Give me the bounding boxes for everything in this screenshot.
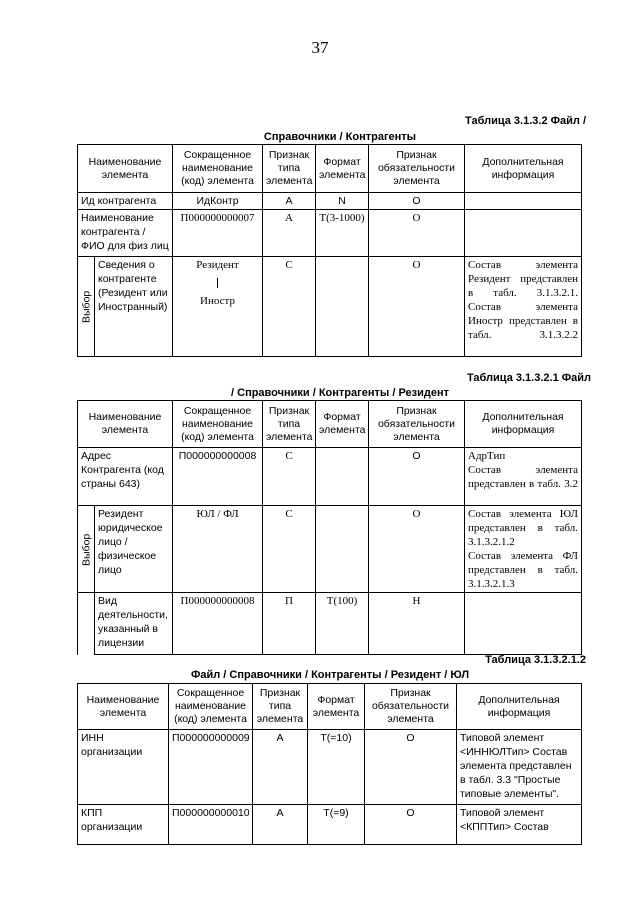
choice-label: Выбор — [78, 506, 95, 593]
cell-format: N — [316, 193, 369, 210]
cell-info — [465, 210, 582, 257]
cell-format: Т(100) — [316, 593, 369, 655]
cell-info — [465, 506, 582, 593]
cell-name: Адрес Контрагента (код страны 643) — [78, 448, 173, 506]
info-type-name: АдрТип — [468, 450, 506, 462]
cell-name: Ид контрагента — [78, 193, 173, 210]
cell-code: П000000000009 — [169, 730, 253, 805]
table3-header-row — [78, 684, 582, 730]
cell-name: Резидент юридическое лицо / физическое лицо — [95, 506, 173, 593]
table1-header-code: Сокращенное наименование (код) элемента — [173, 145, 263, 193]
table-row — [78, 448, 582, 506]
table3-header-name: Наименование элемента — [78, 684, 169, 730]
cell-info: Типовой элемент <ИННЮЛТип> Состав элемента представлен в табл. 3.3 "Простые типовые элементы". — [457, 730, 582, 805]
cell-format — [316, 506, 369, 593]
cell-required: О — [365, 730, 457, 805]
cell-name: Наименование контрагента / ФИО для физ лиц — [78, 210, 173, 257]
table2 — [77, 400, 582, 655]
table3-header-required: Признак обязательности элемента — [365, 684, 457, 730]
table-row — [78, 730, 582, 805]
cell-name: ИНН организации — [78, 730, 169, 805]
table2-caption-line2: / Справочники / Контрагенты / Резидент — [231, 387, 449, 399]
table1-header-required: Признак обязательности элемента — [369, 145, 465, 193]
table3 — [77, 683, 582, 845]
cell-required: О — [369, 193, 465, 210]
cell-format — [316, 448, 369, 506]
cell-format: Т(=9) — [308, 805, 365, 845]
cell-type: А — [263, 210, 316, 257]
info-resident: Состав элемента Резидент представлен в табл. 3.1.3.2.1. — [468, 259, 578, 299]
table-row — [78, 210, 582, 257]
table1-header-format: Формат элемента — [316, 145, 369, 193]
cell-required: О — [369, 210, 465, 257]
table-row — [78, 506, 582, 593]
cell-format: Т(3-1000) — [316, 210, 369, 257]
page-number: 37 — [311, 38, 329, 57]
table1-header-row — [78, 145, 582, 193]
cell-code: П000000000008 — [173, 593, 263, 655]
table1-caption-line2: Справочники / Контрагенты — [263, 131, 417, 143]
info-composition: Состав элемента представлен в табл. 3.2 — [468, 464, 578, 490]
cell-format — [316, 257, 369, 357]
cell-type: С — [263, 506, 316, 593]
table2-header-info: Дополнительная информация — [465, 401, 582, 448]
table-row — [78, 193, 582, 210]
cell-type: А — [253, 730, 308, 805]
table3-caption-line1: Таблица 3.1.3.2.1.2 — [485, 654, 586, 666]
table3-header-info: Дополнительная информация — [457, 684, 582, 730]
cell-info — [465, 257, 582, 357]
cell-name: Вид деятельности, указанный в лицензии — [95, 593, 173, 655]
table1-header-type: Признак типа элемента — [263, 145, 316, 193]
table-row — [78, 257, 582, 357]
table-row — [78, 805, 582, 845]
table2-header-required: Признак обязательности элемента — [369, 401, 465, 448]
table2-caption-line1: Таблица 3.1.3.2.1 Файл — [466, 372, 591, 384]
table3-header-type: Признак типа элемента — [253, 684, 308, 730]
cell-code: П000000000007 — [173, 210, 263, 257]
code-option-resident: Резидент — [196, 259, 239, 271]
table1-caption-line1: Таблица 3.1.3.2 Файл / — [465, 115, 586, 127]
cell-type: А — [253, 805, 308, 845]
cell-code: ЮЛ / ФЛ — [173, 506, 263, 593]
cell-info: Типовой элемент <КППТип> Состав — [457, 805, 582, 845]
table3-header-code: Сокращенное наименование (код) элемента — [169, 684, 253, 730]
cell-type: С — [263, 448, 316, 506]
cell-code: ИдКонтр — [173, 193, 263, 210]
table1-header-info: Дополнительная информация — [465, 145, 582, 193]
cell-required: О — [369, 448, 465, 506]
blank-cell — [78, 593, 95, 655]
cell-name: Сведения о контрагенте (Резидент или Иностранный) — [95, 257, 173, 357]
table1-header-name: Наименование элемента — [78, 145, 173, 193]
table3-header-format: Формат элемента — [308, 684, 365, 730]
table3-caption-line2: Файл / Справочники / Контрагенты / Резидент / ЮЛ — [190, 669, 470, 681]
cell-info — [465, 593, 582, 655]
cell-type: С — [263, 257, 316, 357]
table2-header-format: Формат элемента — [316, 401, 369, 448]
cell-required: О — [369, 257, 465, 357]
table2-header-code: Сокращенное наименование (код) элемента — [173, 401, 263, 448]
cell-type: А — [263, 193, 316, 210]
cell-type: П — [263, 593, 316, 655]
code-option-foreign: Иностр — [200, 295, 235, 307]
info-foreign: Состав элемента Иностр представлен в табл. 3.1.3.2.2 — [468, 301, 578, 341]
cell-format: Т(=10) — [308, 730, 365, 805]
cell-code: П000000000008 — [173, 448, 263, 506]
choice-label: Выбор — [78, 257, 95, 357]
table1 — [77, 144, 582, 357]
table2-header-row — [78, 401, 582, 448]
cell-name: КПП организации — [78, 805, 169, 845]
table2-header-type: Признак типа элемента — [263, 401, 316, 448]
option-separator — [217, 278, 218, 288]
cell-required: Н — [369, 593, 465, 655]
cell-info — [465, 448, 582, 506]
table2-header-name: Наименование элемента — [78, 401, 173, 448]
cell-info — [465, 193, 582, 210]
table-row — [78, 593, 582, 655]
cell-code — [173, 257, 263, 357]
cell-required: О — [369, 506, 465, 593]
cell-required: О — [365, 805, 457, 845]
info-legal-entity: Состав элемента ЮЛ представлен в табл. 3.1.3.2.1.2 — [468, 508, 578, 548]
cell-code: П000000000010 — [169, 805, 253, 845]
info-individual: Состав элемента ФЛ представлен в табл. 3.1.3.2.1.3 — [468, 550, 578, 590]
